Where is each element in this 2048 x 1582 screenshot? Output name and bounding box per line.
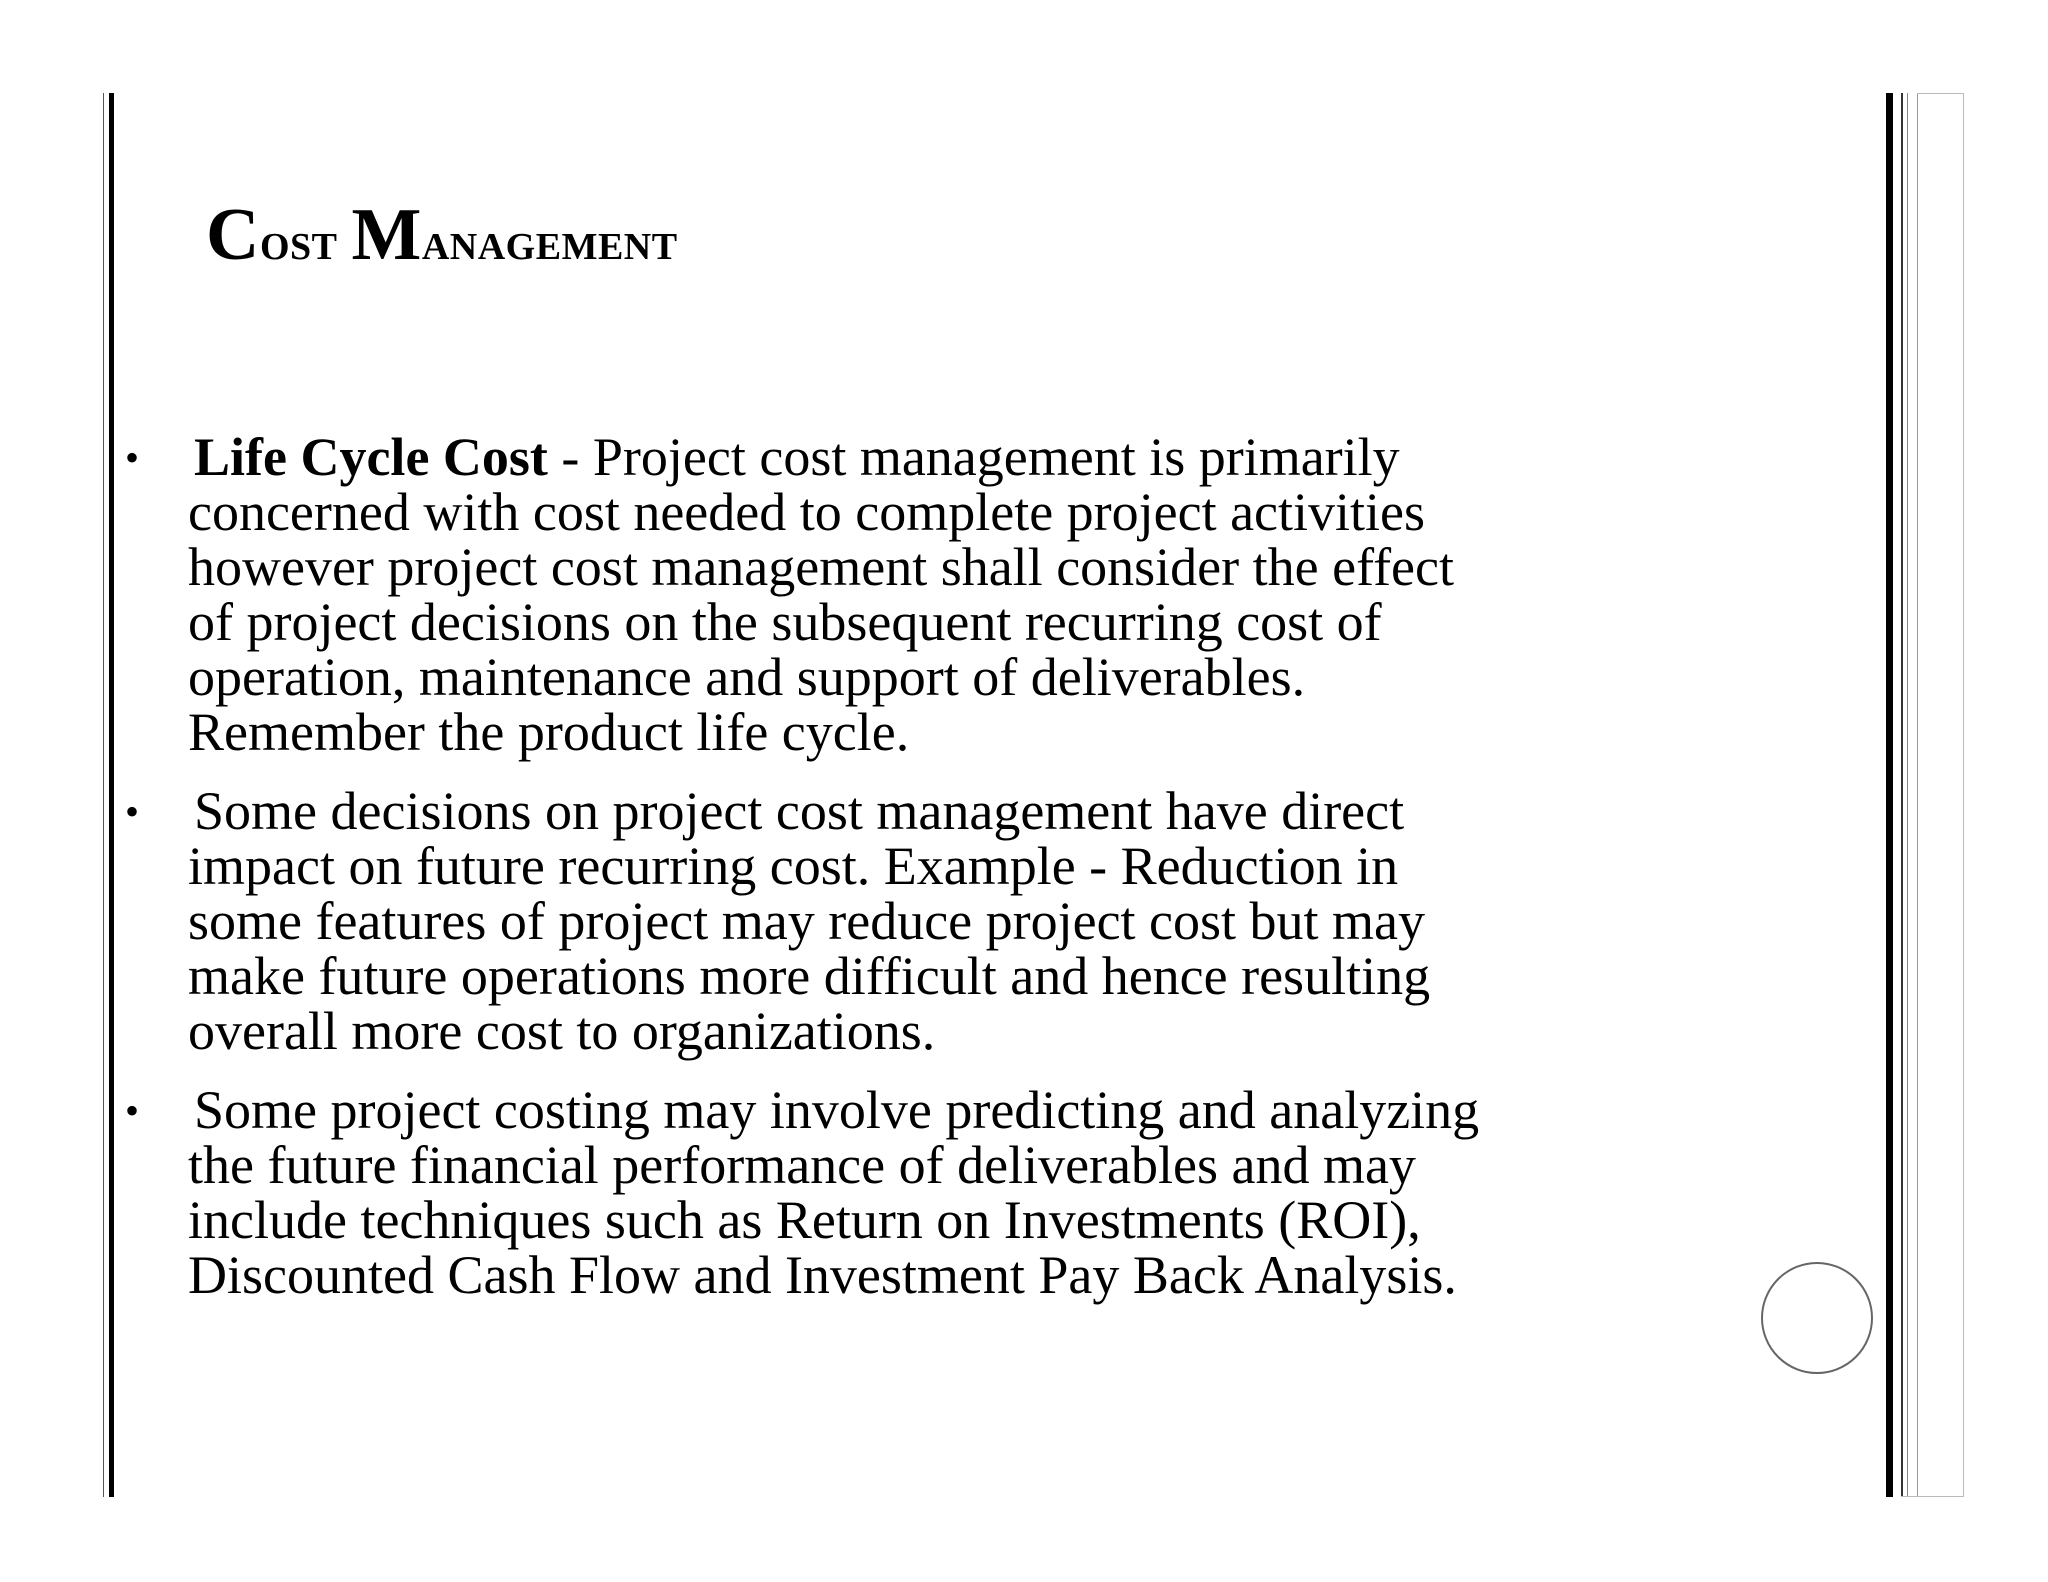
bullet-3-line-1: Some project costing may involve predicting and analyzing [194,1080,1480,1140]
bullet-2-line-4: make future operations more difficult and hence resulting [188,946,1431,1006]
bullet-1-line-3: however project cost management shall consider the effect [188,537,1454,597]
right-border-rule-a [1901,93,1903,1497]
bullet-2-line-3: some features of project may reduce project cost but may [188,891,1426,951]
title-cap-m: M [351,194,422,276]
title-cap-c: C [206,194,260,276]
bullet-1-line-1-text: - Project cost management is primarily [547,427,1400,487]
bullet-3-line-4: Discounted Cash Flow and Investment Pay Back Analysis. [188,1245,1457,1305]
bullet-item-life-cycle-cost [120,427,1700,762]
slide-title [206,194,678,276]
bullet-1-line-1 [194,427,1400,487]
right-border-top-cap [1917,93,1964,94]
right-border-rule-b [1907,93,1908,1497]
bullet-list [120,427,1700,1327]
bullet-glyph: • [125,1088,140,1133]
bullet-2-line-5: overall more cost to organizations. [188,1001,936,1061]
bullet-2-line-2: impact on future recurring cost. Example - Reduction in [188,836,1399,896]
bullet-3-line-3: include techniques such as Return on Investments (ROI), [188,1190,1421,1250]
bullet-1-line-6: Remember the product life cycle. [188,702,910,762]
bullet-1-line-4: of project decisions on the subsequent recurring cost of [188,592,1382,652]
bullet-item-some-decisions [120,781,1700,1061]
bullet-item-some-project-costing [120,1080,1700,1305]
bullet-glyph: • [125,789,140,834]
right-border-thick-rule [1886,93,1893,1497]
right-border-rule-d [1963,93,1964,1497]
title-rest-anagement: anagement [421,211,678,271]
bullet-1-bold-term: Life Cycle Cost [194,427,548,487]
right-border-rule-c [1917,93,1918,1497]
right-border-bottom-cap [1901,1496,1964,1497]
decorative-circle [1761,1262,1873,1374]
left-border-thin-rule [103,93,104,1497]
left-border-thick-rule [109,93,114,1497]
bullet-1-line-5: operation, maintenance and support of deliverables. [188,647,1306,707]
bullet-glyph: • [125,435,140,480]
bullet-3-line-2: the future financial performance of deliverables and may [188,1135,1416,1195]
title-rest-ost: ost [259,211,338,271]
bullet-2-line-1: Some decisions on project cost management have direct [194,781,1405,841]
bullet-1-line-2: concerned with cost needed to complete project activities [188,482,1426,542]
